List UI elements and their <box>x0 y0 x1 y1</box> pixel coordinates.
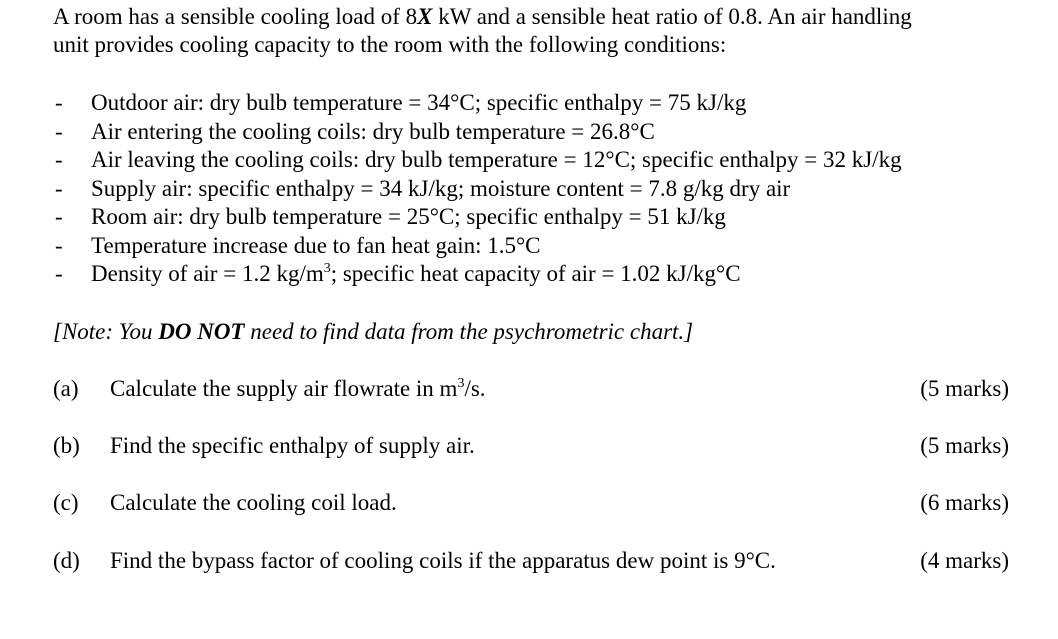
question-marks: (5 marks) <box>920 433 1009 458</box>
bullet-dash: - <box>55 90 63 115</box>
question-label: (b) <box>53 433 80 458</box>
condition-item-fan-heat-gain <box>53 232 1033 261</box>
condition-item-air-properties <box>53 260 1033 289</box>
cubed-superscript: 3 <box>323 261 331 276</box>
load-variable: X <box>417 4 433 29</box>
bullet-dash: - <box>55 204 63 229</box>
density-text: Density of air = 1.2 kg/m <box>91 261 324 286</box>
condition-item-outdoor-air <box>53 89 1033 118</box>
condition-text: Room air: dry bulb temperature = 25°C; specific enthalpy = 51 kJ/kg <box>91 204 726 229</box>
bullet-dash: - <box>55 118 63 144</box>
conditions-list <box>53 89 1033 289</box>
question-text-end: /s. <box>464 376 486 401</box>
condition-text: Temperature increase due to fan heat gain: 1.5°C <box>91 232 541 258</box>
cubed-superscript: 3 <box>457 376 465 391</box>
bullet-dash: - <box>55 261 63 286</box>
question-text: Find the specific enthalpy of supply air. <box>110 433 475 458</box>
question-label: (a) <box>53 376 79 401</box>
question-b <box>53 432 1013 460</box>
question-text: Calculate the cooling coil load. <box>110 490 397 515</box>
question-text <box>110 375 486 403</box>
intro-line-1 <box>53 3 1033 31</box>
question-d <box>53 547 1013 575</box>
condition-item-supply-air <box>53 175 1033 204</box>
note <box>53 318 693 346</box>
bullet-dash: - <box>55 232 63 258</box>
note-suffix: need to find data from the psychrometric chart.] <box>244 319 694 344</box>
question-text-start: Calculate the supply air flowrate in m <box>110 376 458 401</box>
question-marks: (5 marks) <box>920 376 1009 401</box>
question-marks: (4 marks) <box>920 548 1009 573</box>
question-intro <box>53 3 1033 59</box>
bullet-dash: - <box>55 175 63 201</box>
condition-text: Air leaving the cooling coils: dry bulb temperature = 12°C; specific enthalpy = 32 kJ/kg <box>91 147 902 172</box>
condition-item-room-air <box>53 203 1033 232</box>
condition-text: Supply air: specific enthalpy = 34 kJ/kg; moisture content = 7.8 g/kg dry air <box>91 175 791 201</box>
intro-line-2: unit provides cooling capacity to the room with the following conditions: <box>53 32 727 57</box>
condition-text: Air entering the cooling coils: dry bulb temperature = 26.8°C <box>91 118 655 144</box>
condition-text <box>91 260 741 288</box>
note-emphasis: DO NOT <box>158 319 245 344</box>
question-text: Find the bypass factor of cooling coils if the apparatus dew point is 9°C. <box>110 548 776 573</box>
question-marks: (6 marks) <box>920 490 1009 515</box>
question-a <box>53 375 1013 403</box>
condition-item-air-entering-coils <box>53 118 1033 147</box>
note-prefix: [Note: You <box>53 319 159 344</box>
specific-heat-text: ; specific heat capacity of air = 1.02 kJ/kg°C <box>330 261 741 286</box>
question-c <box>53 489 1013 517</box>
bullet-dash: - <box>55 147 63 172</box>
question-label: (c) <box>53 490 79 515</box>
question-label: (d) <box>53 548 80 573</box>
intro-text-end: kW and a sensible heat ratio of 0.8. An air handling <box>432 4 912 29</box>
condition-text: Outdoor air: dry bulb temperature = 34°C; specific enthalpy = 75 kJ/kg <box>91 90 747 115</box>
intro-text-start: A room has a sensible cooling load of 8 <box>53 4 418 29</box>
condition-item-air-leaving-coils <box>53 146 1033 175</box>
